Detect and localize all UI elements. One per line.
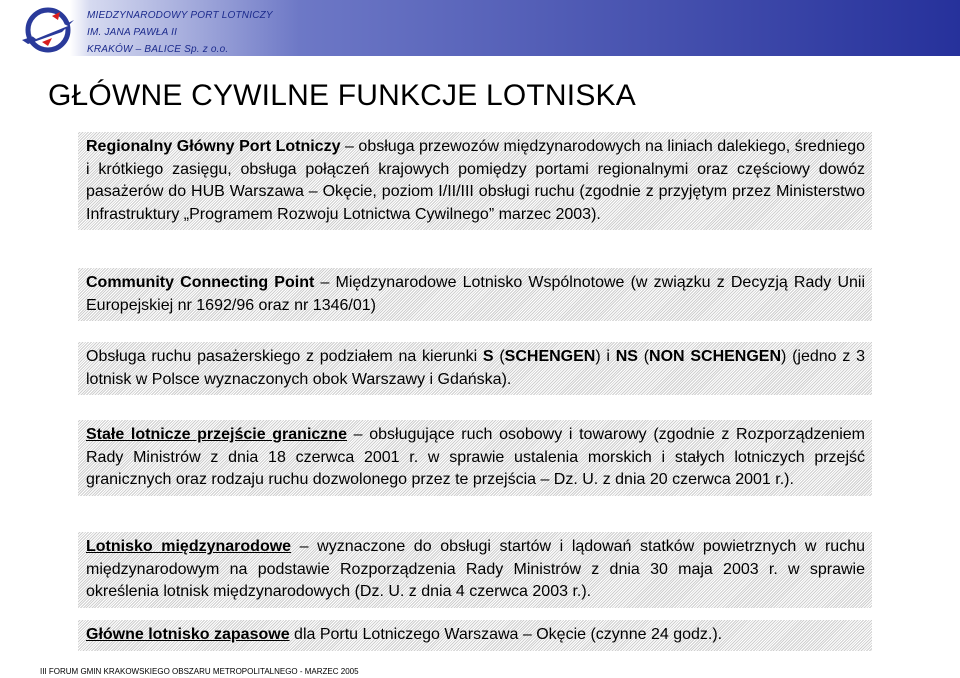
paragraph-passenger-traffic: [78, 342, 872, 395]
non-schengen-code: NS: [615, 348, 638, 365]
paragraph-heading: Lotnisko międzynarodowe: [86, 538, 292, 555]
page-title: GŁÓWNE CYWILNE FUNKCJE LOTNISKA: [48, 79, 636, 112]
airport-logo-icon: [18, 6, 78, 54]
paragraph-heading: Community Connecting Point: [86, 274, 315, 291]
header-line-1: MIEDZYNARODOWY PORT LOTNICZY: [87, 10, 273, 21]
paragraph-alternate-airport: [78, 620, 872, 651]
paragraph-regional-port: [78, 132, 872, 230]
paragraph-heading: Regionalny Główny Port Lotniczy: [86, 138, 341, 155]
paragraph-text: Obsługa ruchu pasażerskiego z podziałem na kierunki: [86, 348, 483, 365]
paragraph-text: (: [637, 348, 650, 365]
paragraph-border-crossing: [78, 420, 872, 496]
footer-text: III FORUM GMIN KRAKOWSKIEGO OBSZARU METROPOLITALNEGO - MARZEC 2005: [40, 667, 359, 676]
non-schengen-label: NON SCHENGEN: [649, 348, 782, 365]
paragraph-text: (: [493, 348, 505, 365]
paragraph-text: ) (jedno z 3 lotnisk w Polsce wyznaczonych obok Warszawy i Gdańska).: [86, 348, 865, 388]
schengen-label: SCHENGEN: [504, 348, 596, 365]
header-line-3: KRAKÓW – BALICE Sp. z o.o.: [87, 44, 229, 55]
paragraph-heading: Stałe lotnicze przejście graniczne: [86, 426, 347, 443]
paragraph-community-connecting-point: [78, 268, 872, 321]
paragraph-text: – wyznaczone do obsługi startów i lądowań statków powietrznych w ruchu międzynarodowym na podstawie Rozporządzenia Rady Ministrów z dnia 30 maja 2003 r. w sprawie określenia lotnisk międzynarodowych (Dz. U. z dnia 4 czerwca 2003 r.).: [86, 538, 866, 600]
paragraph-international-airport: [78, 532, 872, 608]
header-bar: [0, 0, 960, 56]
header-line-2: IM. JANA PAWŁA II: [87, 27, 178, 38]
paragraph-text: – obsługujące ruch osobowy i towarowy (zgodnie z Rozporządzeniem Rady Ministrów z dnia 18 czerwca 2001 r. w sprawie ustalenia morskich i stałych lotniczych przejść granicznych oraz rodzaju ruchu dozwolonego przez te przejścia – Dz. U. z dnia 20 czerwca 2001 r.).: [86, 426, 866, 488]
paragraph-text: – Międzynarodowe Lotnisko Wspólnotowe (w związku z Decyzją Rady Unii Europejskiej nr 1692/96 oraz nr 1346/01): [86, 274, 866, 314]
paragraph-heading: Główne lotnisko zapasowe: [86, 626, 290, 643]
schengen-code: S: [482, 348, 494, 365]
paragraph-text: dla Portu Lotniczego Warszawa – Okęcie (czynne 24 godz.).: [289, 626, 723, 643]
paragraph-text: – obsługa przewozów międzynarodowych na liniach dalekiego, średniego i krótkiego zasięgu, obsługa połączeń krajowych pomiędzy portami regionalnymi oraz częściowy dowóz pasażerów do HUB Warszawa – Okęcie, poziom I/II/III obsługi ruchu (zgodnie z przyjętym przez Ministerstwo Infrastruktury „Programem Rozwoju Lotnictwa Cywilnego” marzec 2003).: [86, 138, 865, 223]
header-company-name: [87, 7, 273, 58]
paragraph-text: ) i: [595, 348, 616, 365]
